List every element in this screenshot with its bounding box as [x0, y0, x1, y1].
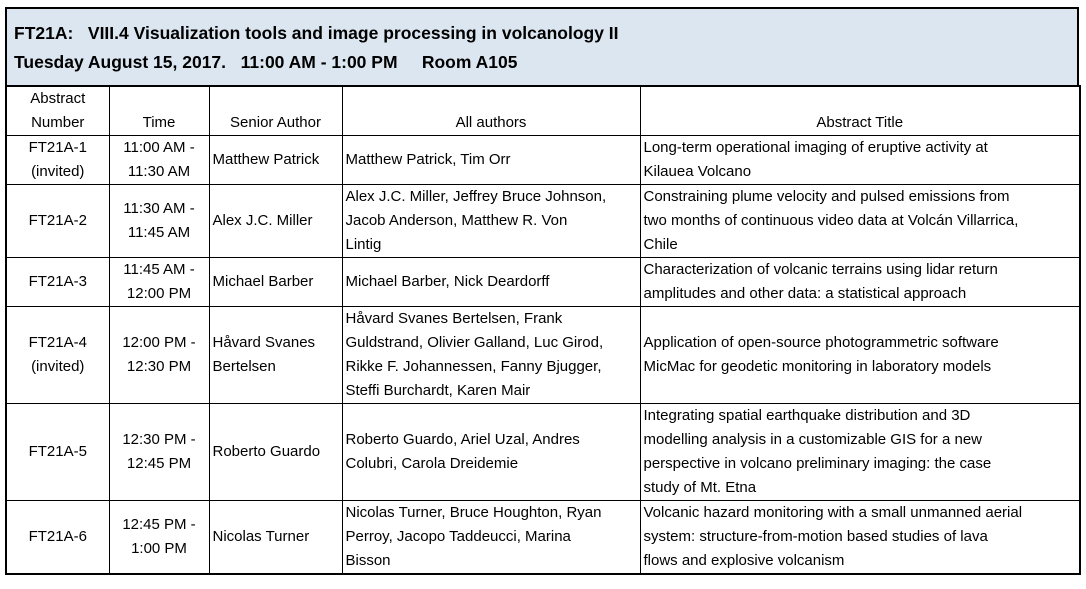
table-header-row [6, 86, 1080, 136]
column-header-senior-author [209, 86, 342, 136]
column-header-text: Senior Author [230, 114, 321, 131]
abstract-title-cell [640, 404, 1080, 501]
senior-author-cell [209, 501, 342, 575]
table-row [6, 404, 1080, 501]
cell-line: Michael Barber, Nick Deardorff [345, 273, 550, 290]
cell-line: 12:30 PM - [122, 431, 196, 448]
cell-line: Perroy, Jacopo Taddeucci, Marina [345, 528, 571, 545]
cell-line: modelling analysis in a customizable GIS for a new [643, 431, 982, 448]
table-row [6, 501, 1080, 575]
table-row [6, 185, 1080, 258]
cell-line: system: structure-from-motion based studies of lava [643, 528, 988, 545]
abstract-number-cell [6, 185, 109, 258]
cell-line: Michael Barber [212, 273, 314, 290]
cell-line: Nicolas Turner, Bruce Houghton, Ryan [345, 504, 602, 521]
abstract-title-cell [640, 136, 1080, 185]
abstracts-table [5, 85, 1081, 575]
abstract-number-cell [6, 307, 109, 404]
cell-line: 12:45 PM - [122, 516, 196, 533]
cell-line: Guldstrand, Olivier Galland, Luc Girod, [345, 334, 604, 351]
cell-line: FT21A-1 [28, 139, 87, 156]
abstract-title-cell [640, 258, 1080, 307]
column-header-text: Number [31, 114, 85, 131]
senior-author-cell [209, 258, 342, 307]
cell-line: 11:45 AM [127, 224, 191, 241]
cell-line: Alex J.C. Miller, Jeffrey Bruce Johnson, [345, 188, 607, 205]
cell-line: Jacob Anderson, Matthew R. Von [345, 212, 568, 229]
abstract-number-cell [6, 404, 109, 501]
cell-line: FT21A-2 [28, 212, 87, 229]
abstract-title-cell [640, 307, 1080, 404]
column-header-time [109, 86, 209, 136]
cell-line: 12:00 PM [126, 285, 192, 302]
column-header-abstract-number [6, 86, 109, 136]
cell-line: Roberto Guardo, Ariel Uzal, Andres [345, 431, 580, 448]
cell-line: Nicolas Turner [212, 528, 310, 545]
all-authors-cell [342, 258, 640, 307]
cell-line: Alex J.C. Miller [212, 212, 313, 229]
cell-line: Colubri, Carola Dreidemie [345, 455, 519, 472]
time-cell [109, 185, 209, 258]
all-authors-cell [342, 307, 640, 404]
abstract-title-cell [640, 185, 1080, 258]
cell-line: Chile [643, 236, 678, 253]
cell-line: Application of open-source photogrammetric software [643, 334, 999, 351]
all-authors-cell [342, 501, 640, 575]
cell-line: 12:45 PM [126, 455, 192, 472]
column-header-all-authors [342, 86, 640, 136]
cell-line: Constraining plume velocity and pulsed emissions from [643, 188, 1010, 205]
cell-line: two months of continuous video data at Volcán Villarrica, [643, 212, 1019, 229]
cell-line: Matthew Patrick, Tim Orr [345, 151, 511, 168]
cell-line: 11:00 AM - [123, 139, 195, 156]
column-header-text: Abstract [30, 90, 86, 107]
senior-author-cell [209, 404, 342, 501]
cell-line: Long-term operational imaging of eruptive activity at [643, 139, 988, 156]
cell-line: 11:45 AM - [123, 261, 195, 278]
senior-author-cell [209, 185, 342, 258]
time-cell [109, 404, 209, 501]
cell-line: FT21A-6 [28, 528, 87, 545]
cell-line: MicMac for geodetic monitoring in laboratory models [643, 358, 992, 375]
cell-line: FT21A-3 [28, 273, 87, 290]
cell-line: Håvard Svanes Bertelsen, Frank [345, 310, 563, 327]
cell-line: flows and explosive volcanism [643, 552, 845, 569]
cell-line: amplitudes and other data: a statistical approach [643, 285, 967, 302]
senior-author-cell [209, 136, 342, 185]
cell-line: Matthew Patrick [212, 151, 320, 168]
cell-line: Håvard Svanes [212, 334, 316, 351]
cell-line: 12:30 PM [126, 358, 192, 375]
session-schedule [5, 7, 1079, 575]
cell-line: Lintig [345, 236, 382, 253]
time-cell [109, 258, 209, 307]
column-header-text: All authors [455, 114, 527, 131]
cell-line: Steffi Burchardt, Karen Mair [345, 382, 531, 399]
cell-line: Characterization of volcanic terrains using lidar return [643, 261, 998, 278]
cell-line: Rikke F. Johannessen, Fanny Bjugger, [345, 358, 602, 375]
all-authors-cell [342, 136, 640, 185]
cell-line: Roberto Guardo [212, 443, 321, 460]
cell-line: (invited) [31, 163, 85, 180]
session-header [5, 7, 1079, 85]
cell-line: perspective in volcano preliminary imaging: the case [643, 455, 992, 472]
abstract-number-cell [6, 501, 109, 575]
table-row [6, 258, 1080, 307]
cell-line: 1:00 PM [131, 540, 187, 557]
abstract-title-cell [640, 501, 1080, 575]
column-header-text: Abstract Title [816, 114, 904, 131]
table-body [6, 136, 1080, 575]
cell-line: Integrating spatial earthquake distribution and 3D [643, 407, 971, 424]
session-datetime-room: Tuesday August 15, 2017. 11:00 AM - 1:00 PM Room A105 [14, 52, 518, 72]
time-cell [109, 501, 209, 575]
abstract-number-cell [6, 258, 109, 307]
column-header-abstract-title [640, 86, 1080, 136]
time-cell [109, 307, 209, 404]
all-authors-cell [342, 185, 640, 258]
senior-author-cell [209, 307, 342, 404]
session-title: FT21A: VIII.4 Visualization tools and image processing in volcanology II [14, 23, 619, 43]
cell-line: 11:30 AM [127, 163, 191, 180]
cell-line: 12:00 PM - [122, 334, 196, 351]
cell-line: (invited) [31, 358, 85, 375]
cell-line: Bisson [345, 552, 391, 569]
cell-line: Kilauea Volcano [643, 163, 752, 180]
cell-line: 11:30 AM - [123, 200, 195, 217]
table-row [6, 307, 1080, 404]
all-authors-cell [342, 404, 640, 501]
cell-line: FT21A-4 [28, 334, 87, 351]
abstract-number-cell [6, 136, 109, 185]
cell-line: study of Mt. Etna [643, 479, 757, 496]
cell-line: Bertelsen [212, 358, 276, 375]
cell-line: FT21A-5 [28, 443, 87, 460]
table-row [6, 136, 1080, 185]
cell-line: Volcanic hazard monitoring with a small unmanned aerial [643, 504, 1023, 521]
column-header-text: Time [142, 114, 176, 131]
time-cell [109, 136, 209, 185]
